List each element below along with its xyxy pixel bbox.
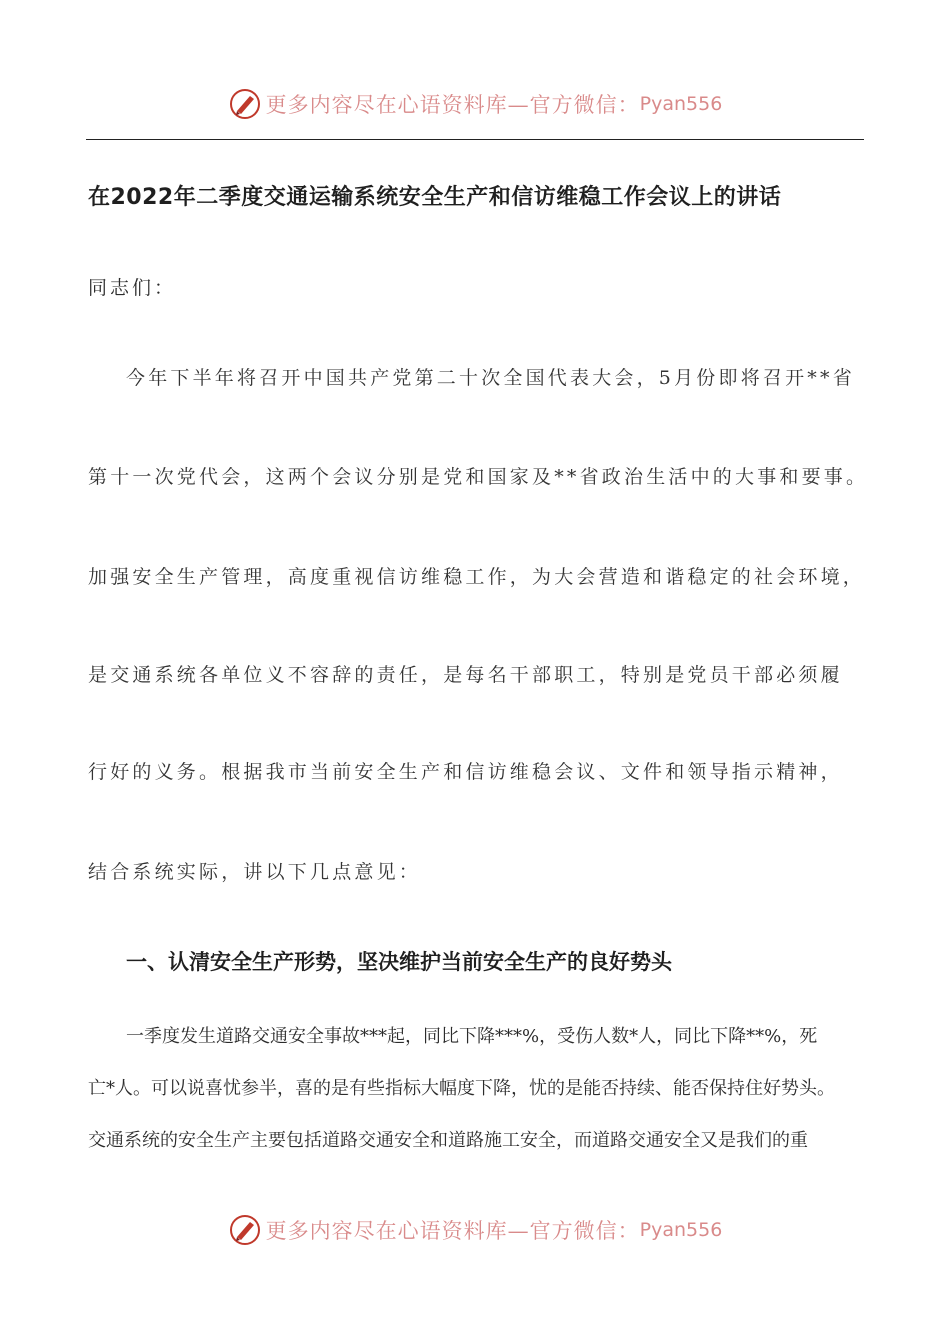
watermark-text: 更多内容尽在心语资料库—官方微信： — [265, 93, 640, 117]
greeting: 同志们： — [88, 277, 177, 299]
intro-line: 今年下半年将召开中国共产党第二十次全国代表大会，5月份即将召开**省 — [126, 367, 855, 389]
body-line: 一季度发生道路交通安全事故***起，同比下降***%，受伤人数*人，同比下降**%，死 — [126, 1026, 818, 1047]
intro-line: 是交通系统各单位义不容辞的责任，是每名干部职工，特别是党员干部必须履 — [88, 664, 843, 686]
body-line: 交通系统的安全生产主要包括道路交通安全和道路施工安全，而道路交通安全又是我们的重 — [88, 1130, 808, 1151]
watermark-wechat-id: Pyan556 — [639, 93, 723, 115]
body-line: 亡*人。可以说喜忧参半，喜的是有些指标大幅度下降，忧的是能否持续、能否保持住好势头。 — [88, 1078, 835, 1099]
pen-logo-icon — [228, 1213, 262, 1247]
watermark-banner-bottom — [0, 1210, 950, 1250]
pen-logo-icon — [228, 87, 262, 121]
section-heading: 一、认清安全生产形势，坚决维护当前安全生产的良好势头 — [126, 950, 672, 974]
intro-line: 行好的义务。根据我市当前安全生产和信访维稳会议、文件和领导指示精神， — [88, 761, 843, 783]
document-title: 在2022年二季度交通运输系统安全生产和信访维稳工作会议上的讲话 — [88, 185, 782, 210]
watermark-wechat-id: Pyan556 — [639, 1219, 723, 1241]
header-divider — [86, 139, 864, 140]
intro-line: 第十一次党代会，这两个会议分别是党和国家及**省政治生活中的大事和要事。 — [88, 466, 869, 488]
watermark-banner-top — [0, 84, 950, 124]
intro-line: 结合系统实际，讲以下几点意见： — [88, 861, 422, 883]
intro-line: 加强安全生产管理，高度重视信访维稳工作，为大会营造和谐稳定的社会环境， — [88, 566, 866, 588]
watermark-text: 更多内容尽在心语资料库—官方微信： — [265, 1219, 640, 1243]
